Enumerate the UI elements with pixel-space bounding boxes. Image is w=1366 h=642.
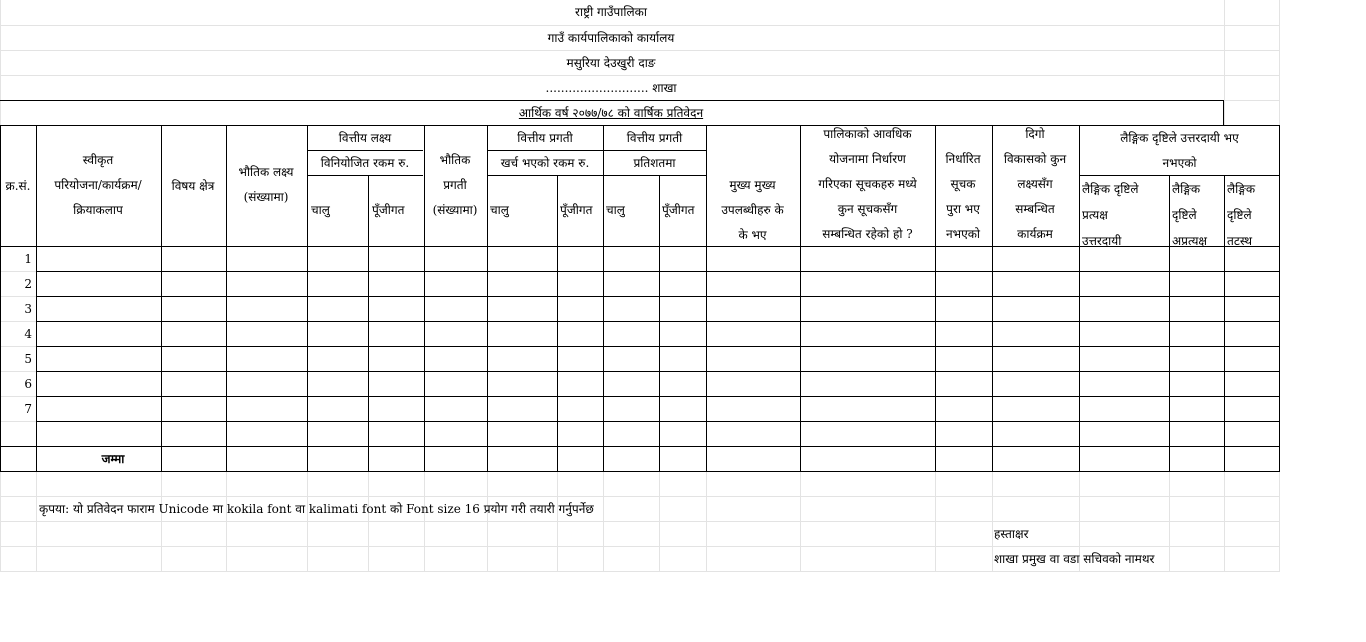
border-v xyxy=(659,175,660,472)
col-header-sdg-l1: दिगो xyxy=(1025,127,1045,141)
col-header-sdg xyxy=(992,122,1078,247)
row-number: 5 xyxy=(24,352,32,366)
col-header-physical-progress-l1: भौतिक xyxy=(439,153,471,167)
border-v xyxy=(487,125,488,472)
col-header-sdg-l2: विकासको कुन xyxy=(1003,152,1067,166)
col-header-achievements-l1: मुख्य मुख्य xyxy=(729,178,776,192)
row-number: 3 xyxy=(24,302,32,316)
border-h xyxy=(36,421,1280,422)
col-header-fin-target-sub: विनियोजित रकम रु. xyxy=(320,156,410,170)
col-header-capital-3: पूँजीगत xyxy=(662,203,695,217)
col-header-indicator xyxy=(800,122,935,247)
col-header-indicator-l4: कुन सूचकसँग xyxy=(837,202,898,216)
col-header-gender-neutral-l1: लैङ्गिक xyxy=(1227,182,1256,196)
col-header-fin-progress-1-sub: खर्च भएको रकम रु. xyxy=(500,156,590,170)
office-subtitle: गाउँ कार्यपालिकाको कार्यालय xyxy=(547,31,675,45)
col-header-physical-progress-l2: प्रगती xyxy=(443,178,467,192)
col-header-sdg-l5: कार्यक्रम xyxy=(1017,227,1053,241)
border-h xyxy=(0,446,1280,447)
total-label: जम्मा xyxy=(101,452,125,466)
col-header-unmet xyxy=(935,147,991,247)
col-header-achievements xyxy=(706,173,799,248)
col-header-sdg-l4: सम्बन्धित xyxy=(1015,202,1055,216)
col-header-physical-progress-l3: (संख्यामा) xyxy=(432,203,478,217)
font-note: कृपया: यो प्रतिवेदन फाराम Unicode मा kokila font वा kalimati font को Font size 16 प्रयोग गरी तयारी गर्नुपर्नेछ xyxy=(39,502,594,516)
col-header-gender-direct-l3: उत्तरदायी xyxy=(1082,234,1122,248)
signature-name-label: शाखा प्रमुख वा वडा सचिवको नामथर xyxy=(994,552,1155,566)
col-header-achievements-l2: उपलब्धीहरु के xyxy=(721,203,784,217)
col-header-indicator-l1: पालिकाको आवधिक xyxy=(823,127,912,141)
col-header-gender-neutral-l2: दृष्टिले xyxy=(1227,208,1252,222)
col-header-gender-direct-l2: प्रत्यक्ष xyxy=(1082,208,1108,222)
border-v xyxy=(1079,125,1080,472)
border-h xyxy=(36,296,1280,297)
col-header-gender-indirect xyxy=(1172,176,1207,254)
col-header-sector: विषय क्षेत्र xyxy=(171,178,215,193)
gridline-v xyxy=(1224,0,1225,126)
col-header-gender-l2: नभएको xyxy=(1162,156,1197,170)
col-header-unmet-l3: पुरा भए xyxy=(946,202,980,216)
border-v xyxy=(307,125,308,472)
col-header-physical-progress xyxy=(424,148,486,223)
col-header-unmet-l4: नभएको xyxy=(945,227,981,241)
col-header-project-l1: स्वीकृत xyxy=(82,153,114,167)
col-header-fin-target: वित्तीय लक्ष्य xyxy=(338,131,392,145)
row-number: 1 xyxy=(24,252,32,266)
office-address: मसुरिया देउखुरी दाङ xyxy=(566,56,656,70)
col-header-unmet-l1: निर्धारित xyxy=(945,152,981,166)
col-header-indicator-l2: योजनामा निर्धारण xyxy=(829,152,906,166)
col-header-gender-direct-l1: लैङ्गिक दृष्टिले xyxy=(1082,182,1139,196)
col-header-capital-2: पूँजीगत xyxy=(560,203,593,217)
col-header-indicator-l5: सम्बन्धित रहेको हो ? xyxy=(822,227,913,241)
col-header-gender-neutral-l3: तटस्थ xyxy=(1227,234,1252,248)
col-header-gender-neutral xyxy=(1227,176,1255,254)
signature-label: हस्ताक्षर xyxy=(994,527,1029,541)
report-title: आर्थिक वर्ष २०७७/७८ को वार्षिक प्रतिवेदन xyxy=(518,106,704,120)
gridline-v xyxy=(1279,0,1280,126)
col-header-sn: क्र.सं. xyxy=(5,178,31,193)
border-v xyxy=(1279,125,1280,472)
border-h xyxy=(36,271,1280,272)
branch-line: ........................... शाखा xyxy=(545,81,677,95)
border-h xyxy=(36,371,1280,372)
col-header-fin-progress-1: वित्तीय प्रगती xyxy=(517,131,573,145)
col-header-physical-target-l1: भौतिक लक्ष्य xyxy=(238,165,294,179)
border-v xyxy=(368,175,369,472)
col-header-gender-indirect-l3: अप्रत्यक्ष xyxy=(1172,234,1208,248)
col-header-physical-target xyxy=(226,160,306,210)
border-v xyxy=(603,125,604,472)
border-v xyxy=(1224,175,1225,472)
col-header-unmet-l2: सूचक xyxy=(950,177,976,191)
row-number: 4 xyxy=(24,327,32,341)
col-header-current-1: चालु xyxy=(311,203,330,217)
col-header-physical-target-l2: (संख्यामा) xyxy=(243,190,289,204)
col-header-gender-indirect-l1: लैङ्गिक xyxy=(1172,182,1201,196)
row-number: 6 xyxy=(24,377,32,391)
col-header-gender-indirect-l2: दृष्टिले xyxy=(1172,208,1197,222)
col-header-fin-progress-2: वित्तीय प्रगती xyxy=(626,131,683,145)
border-h xyxy=(36,346,1280,347)
col-header-gender-direct xyxy=(1082,176,1139,254)
col-header-indicator-l3: गरिएका सूचकहरु मध्ये xyxy=(818,177,917,191)
col-header-project xyxy=(36,148,160,223)
col-header-current-3: चालु xyxy=(606,203,625,217)
border-v xyxy=(1169,175,1170,472)
col-header-sdg-l3: लक्ष्यसँग xyxy=(1017,177,1053,191)
col-header-project-l3: क्रियाकलाप xyxy=(73,203,123,217)
row-number: 7 xyxy=(24,402,32,416)
border-v xyxy=(1223,100,1224,126)
border-v xyxy=(557,175,558,472)
border-h xyxy=(36,396,1280,397)
border-h xyxy=(0,471,1280,472)
col-header-current-2: चालु xyxy=(490,203,509,217)
col-header-project-l2: परियोजना/कार्यक्रम/ xyxy=(54,178,142,192)
col-header-gender: लैङ्गिक दृष्टिले उत्तरदायी भए xyxy=(1120,131,1239,145)
col-header-fin-progress-2-sub: प्रतिशतमा xyxy=(633,156,676,170)
border-h xyxy=(36,321,1280,322)
row-number: 2 xyxy=(24,277,32,291)
col-header-capital-1: पूँजीगत xyxy=(372,203,405,217)
office-name: राष्ट्री गाउँपालिका xyxy=(575,5,647,19)
col-header-achievements-l3: के भए xyxy=(738,228,767,242)
